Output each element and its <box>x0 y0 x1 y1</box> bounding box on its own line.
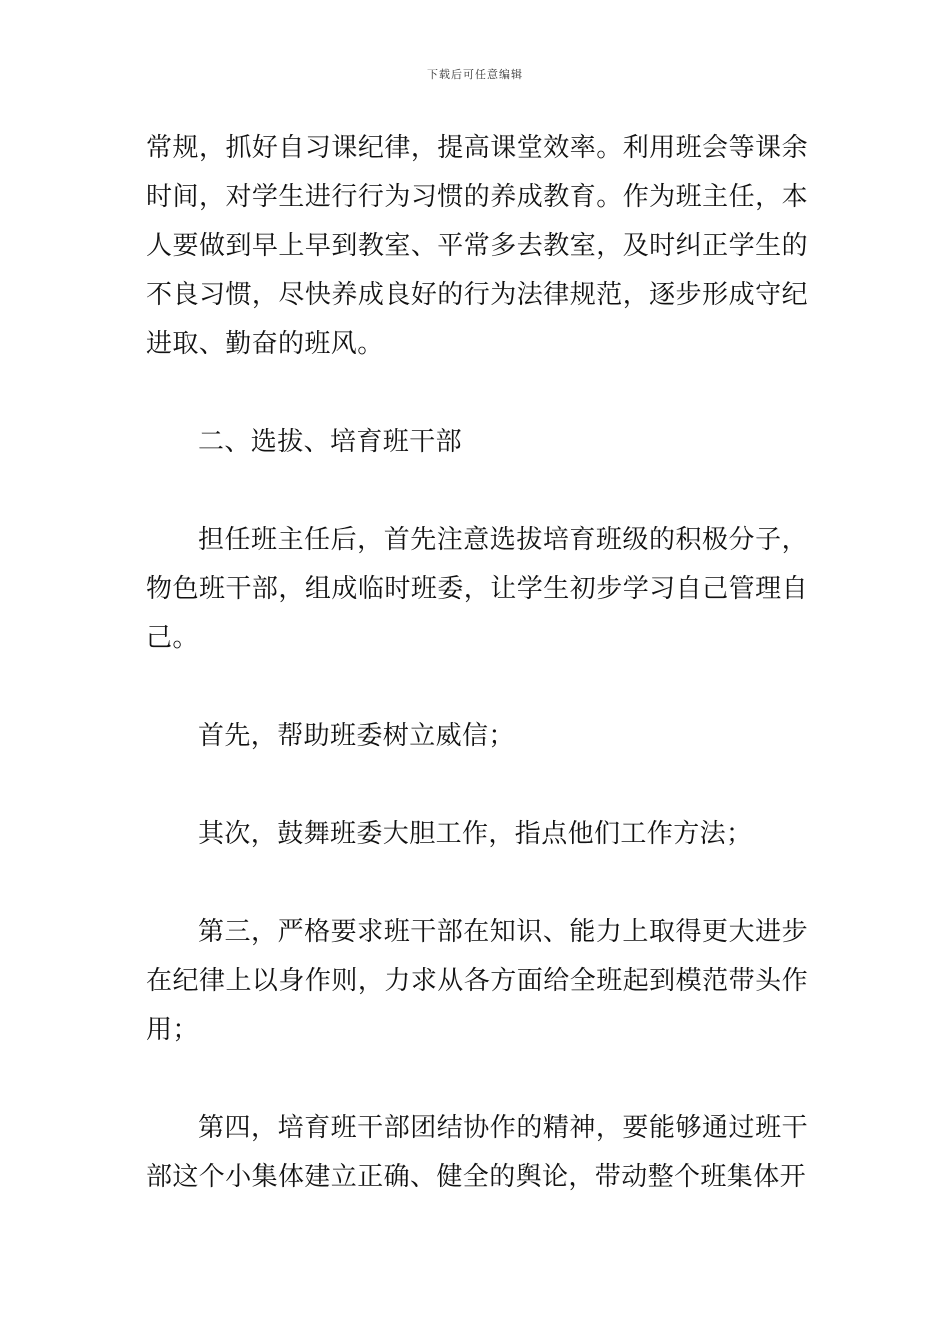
paragraph: 担任班主任后，首先注意选拔培育班级的积极分子，物色班干部，组成临时班委，让学生初步学习自己管理自己。 <box>146 525 808 653</box>
header-note: 下载后可任意编辑 <box>427 68 523 81</box>
paragraph-gap <box>146 859 808 908</box>
paragraph-gap <box>146 761 808 810</box>
paragraph-gap <box>146 1055 808 1104</box>
paragraph: 第三，严格要求班干部在知识、能力上取得更大进步在纪律上以身作则，力求从各方面给全班起到模范带头作用； <box>146 917 808 1045</box>
paragraph-gap <box>146 369 808 418</box>
paragraph-gap <box>146 467 808 516</box>
document-body <box>146 124 808 1202</box>
paragraph-gap <box>146 663 808 712</box>
paragraph: 其次，鼓舞班委大胆工作，指点他们工作方法； <box>198 819 753 849</box>
paragraph-continuation: 常规，抓好自习课纪律，提高课堂效率。利用班会等课余时间，对学生进行行为习惯的养成教育。作为班主任，本人要做到早上早到教室、平常多去教室，及时纠正学生的不良习惯，尽快养成良好的行为法律规范，逐步形成守纪进取、勤奋的班风。 <box>146 133 808 359</box>
paragraph: 首先，帮助班委树立威信； <box>198 721 515 751</box>
paragraph: 第四，培育班干部团结协作的精神，要能够通过班干部这个小集体建立正确、健全的舆论，带动整个班集体开 <box>146 1113 808 1192</box>
section-heading: 二、选拔、培育班干部 <box>198 427 463 457</box>
